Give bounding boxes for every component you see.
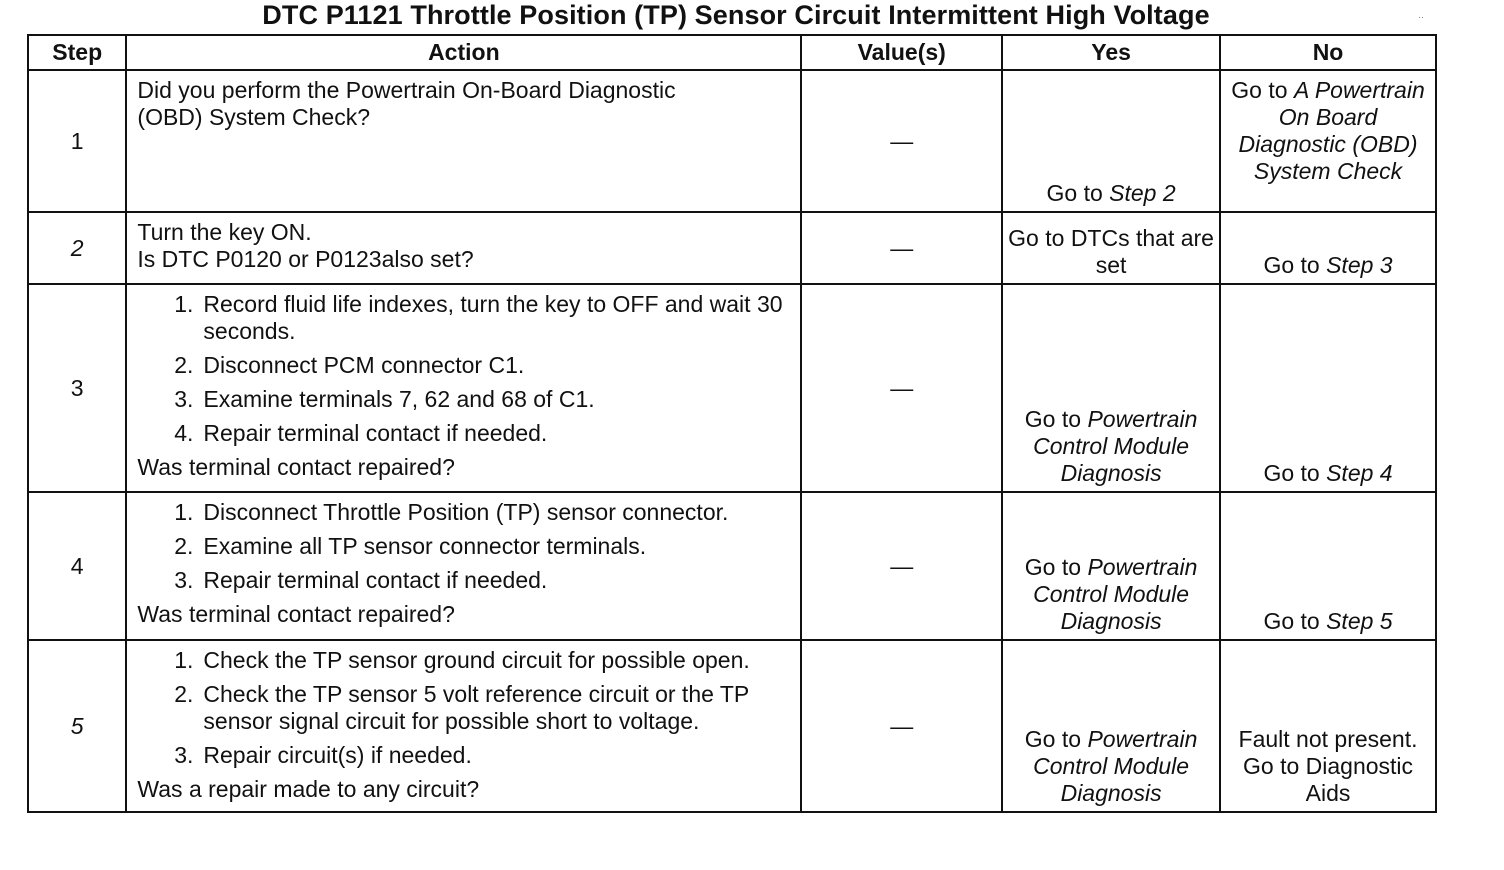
list-item xyxy=(137,647,792,674)
list-item xyxy=(137,533,792,560)
no-link: Step 4 xyxy=(1326,460,1393,486)
action-list xyxy=(137,647,792,769)
item-number: 3. xyxy=(174,567,194,593)
yes-link: Powertrain Control Module Diagnosis xyxy=(1033,406,1198,486)
yes-cell xyxy=(1002,640,1220,812)
action-cell xyxy=(126,212,801,284)
no-cell xyxy=(1220,212,1436,284)
table-row xyxy=(28,284,1436,492)
item-number: 3. xyxy=(174,742,194,768)
no-cell: Fault not present. Go to Diagnostic Aids xyxy=(1220,640,1436,812)
scan-mark: ·· xyxy=(1418,12,1424,22)
yes-prefix: Go to xyxy=(1024,554,1088,580)
value-cell: — xyxy=(801,70,1002,212)
action-cell xyxy=(126,492,801,640)
item-text: Record fluid life indexes, turn the key to OFF and wait 30 seconds. xyxy=(203,291,783,344)
no-prefix: Go to xyxy=(1263,252,1327,278)
item-text: Examine terminals 7, 62 and 68 of C1. xyxy=(203,386,595,412)
header-values: Value(s) xyxy=(801,35,1002,70)
step-number: 5 xyxy=(28,640,126,812)
item-number: 3. xyxy=(174,386,194,412)
yes-cell xyxy=(1002,284,1220,492)
value-cell: — xyxy=(801,640,1002,812)
list-item xyxy=(137,742,792,769)
action-line: (OBD) System Check? xyxy=(137,104,371,130)
action-cell xyxy=(126,640,801,812)
table-row xyxy=(28,492,1436,640)
item-text: Examine all TP sensor connector terminals. xyxy=(203,533,647,559)
no-link: A Powertrain On Board Diagnostic (OBD) System Check xyxy=(1238,77,1425,184)
item-text: Disconnect Throttle Position (TP) sensor connector. xyxy=(203,499,729,525)
header-step: Step xyxy=(28,35,126,70)
action-line: Did you perform the Powertrain On-Board Diagnostic xyxy=(137,77,676,103)
item-text: Repair terminal contact if needed. xyxy=(203,567,548,593)
action-question: Was terminal contact repaired? xyxy=(137,601,455,627)
header-no: No xyxy=(1220,35,1436,70)
table-row xyxy=(28,70,1436,212)
value-cell: — xyxy=(801,284,1002,492)
list-item xyxy=(137,499,792,526)
no-cell xyxy=(1220,492,1436,640)
yes-prefix: Go to xyxy=(1024,406,1088,432)
step-number: 1 xyxy=(28,70,126,212)
item-number: 1. xyxy=(174,291,194,317)
item-number: 2. xyxy=(174,352,194,378)
action-line: Turn the key ON. xyxy=(137,219,312,245)
list-item xyxy=(137,291,792,345)
item-text: Check the TP sensor ground circuit for possible open. xyxy=(203,647,750,673)
item-text: Check the TP sensor 5 volt reference circuit or the TP sensor signal circuit for possible short to voltage. xyxy=(203,681,749,734)
no-link: Step 5 xyxy=(1326,608,1393,634)
list-item xyxy=(137,352,792,379)
item-text: Disconnect PCM connector C1. xyxy=(203,352,525,378)
step-number: 2 xyxy=(28,212,126,284)
action-list xyxy=(137,499,792,594)
no-cell xyxy=(1220,284,1436,492)
item-text: Repair terminal contact if needed. xyxy=(203,420,548,446)
yes-prefix: Go to xyxy=(1024,726,1088,752)
action-cell xyxy=(126,70,801,212)
item-number: 1. xyxy=(174,647,194,673)
item-text: Repair circuit(s) if needed. xyxy=(203,742,472,768)
yes-link: Powertrain Control Module Diagnosis xyxy=(1033,726,1198,806)
page-title: DTC P1121 Throttle Position (TP) Sensor Circuit Intermittent High Voltage xyxy=(262,0,1210,30)
list-item xyxy=(137,681,792,735)
list-item xyxy=(137,420,792,447)
item-number: 1. xyxy=(174,499,194,525)
list-item xyxy=(137,567,792,594)
yes-link: Powertrain Control Module Diagnosis xyxy=(1033,554,1198,634)
header-yes: Yes xyxy=(1002,35,1220,70)
yes-cell: Go to DTCs that are set xyxy=(1002,212,1220,284)
action-question: Was terminal contact repaired? xyxy=(137,454,455,480)
no-link: Step 3 xyxy=(1326,252,1393,278)
yes-cell xyxy=(1002,492,1220,640)
no-prefix: Go to xyxy=(1263,608,1327,634)
no-prefix: Go to xyxy=(1231,77,1294,103)
yes-cell xyxy=(1002,70,1220,212)
item-number: 2. xyxy=(174,533,194,559)
action-question: Was a repair made to any circuit? xyxy=(137,776,480,802)
value-cell: — xyxy=(801,212,1002,284)
list-item xyxy=(137,386,792,413)
step-number: 4 xyxy=(28,492,126,640)
yes-prefix: Go to xyxy=(1046,180,1110,206)
table-row xyxy=(28,212,1436,284)
table-row xyxy=(28,640,1436,812)
no-cell xyxy=(1220,70,1436,212)
header-action: Action xyxy=(126,35,801,70)
step-number: 3 xyxy=(28,284,126,492)
header-row xyxy=(28,35,1436,70)
value-cell: — xyxy=(801,492,1002,640)
yes-link: Step 2 xyxy=(1109,180,1176,206)
item-number: 4. xyxy=(174,420,194,446)
item-number: 2. xyxy=(174,681,194,707)
no-prefix: Go to xyxy=(1263,460,1327,486)
diagnostic-table xyxy=(27,34,1437,813)
action-question: Is DTC P0120 or P0123also set? xyxy=(137,246,474,272)
action-cell xyxy=(126,284,801,492)
action-list xyxy=(137,291,792,447)
